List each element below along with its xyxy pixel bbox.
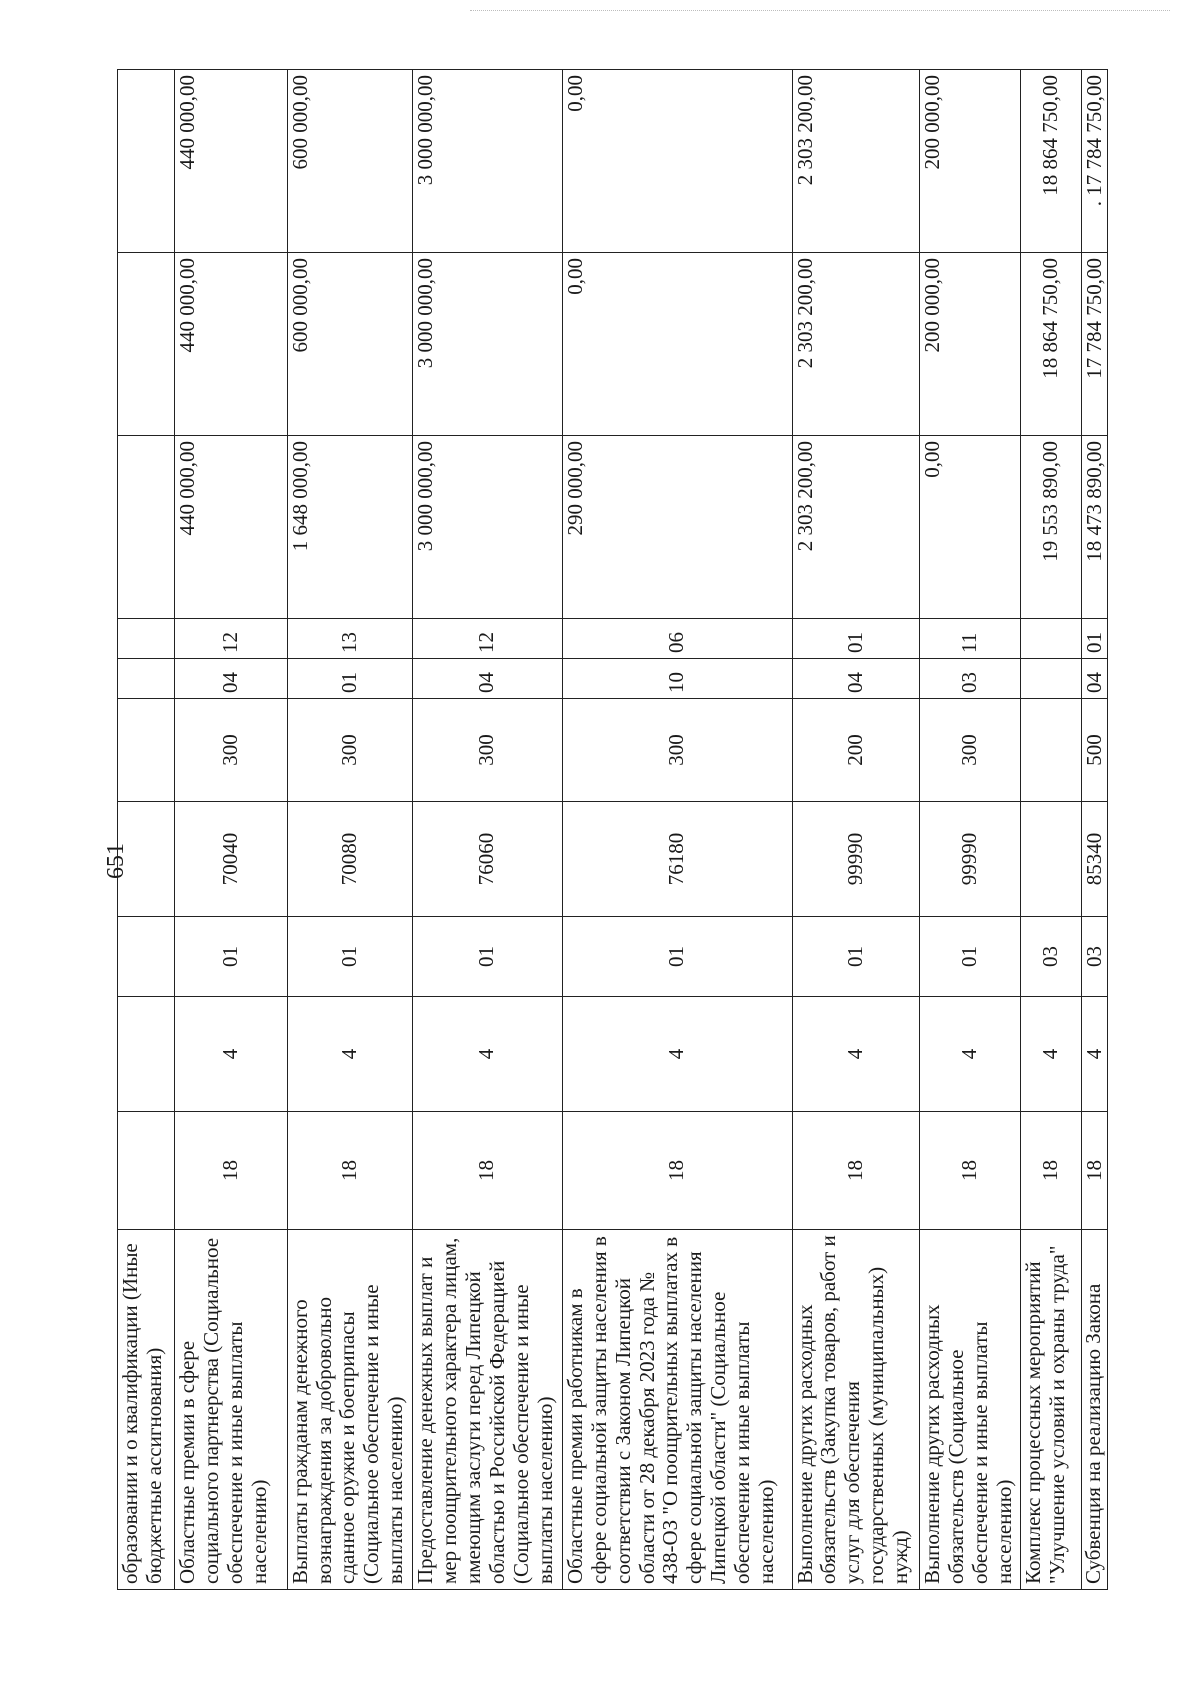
cell-c5: 300 [920,699,1021,802]
cell-name: образовании и о квалификации (Иные бюджетные ассигнования) [118,1230,175,1590]
cell-c2: 4 [412,997,562,1112]
table-row [1021,70,1082,1590]
cell-c1: 18 [792,1112,920,1230]
cell-c5: 500 [1082,699,1108,802]
cell-c4 [1021,802,1082,917]
cell-c3: 01 [287,917,412,997]
cell-c5 [118,699,175,802]
rotated-table-container [117,70,1108,1590]
cell-c1: 18 [287,1112,412,1230]
cell-c6: 01 [287,659,412,699]
cell-c7: 12 [175,619,287,659]
cell-c5: 300 [175,699,287,802]
cell-v2: 2 303 200,00 [792,253,920,436]
cell-v1: 440 000,00 [175,436,287,619]
cell-c4 [118,802,175,917]
cell-c2: 4 [175,997,287,1112]
cell-c6: 10 [562,659,792,699]
cell-c4: 99990 [792,802,920,917]
cell-name: Областные премии работникам в сфере социальной защиты населения в соответствии с Законом Липецкой области от 28 декабря 2023 года № 438-ОЗ "О поощрительных выплатах в сфере социальной защиты населения Липецкой области" (Социальное обеспечение и иные выплаты населению) [562,1230,792,1590]
table-row [920,70,1021,1590]
cell-c6: 04 [792,659,920,699]
page-number: 651 [103,843,129,879]
cell-c3: 01 [562,917,792,997]
cell-v2: 3 000 000,00 [412,253,562,436]
cell-c2: 4 [287,997,412,1112]
cell-c7: 06 [562,619,792,659]
cell-c3 [118,917,175,997]
cell-v2 [118,253,175,436]
cell-name: Выплаты гражданам денежного вознаграждения за добровольно сданное оружие и боеприпасы (Социальное обеспечение и иные выплаты населению) [287,1230,412,1590]
cell-v3: . 17 784 750,00 [1082,70,1108,253]
cell-c6: 03 [920,659,1021,699]
cell-c2: 4 [792,997,920,1112]
cell-name: Предоставление денежных выплат и мер поощрительного характера лицам, имеющим заслуги перед Липецкой областью и Российской Федерацией (Социальное обеспечение и иные выплаты населению) [412,1230,562,1590]
cell-c6: 04 [412,659,562,699]
cell-c5: 300 [412,699,562,802]
cell-v3: 3 000 000,00 [412,70,562,253]
cell-v2: 0,00 [562,253,792,436]
cell-c7: 13 [287,619,412,659]
cell-c4: 76180 [562,802,792,917]
cell-c3: 01 [920,917,1021,997]
cell-c3: 01 [412,917,562,997]
cell-v1: 1 648 000,00 [287,436,412,619]
cell-v1: 2 303 200,00 [792,436,920,619]
cell-c7 [118,619,175,659]
cell-name: Выполнение других расходных обязательств (Закупка товаров, работ и услуг для обеспечения государственных (муниципальных) нужд) [792,1230,920,1590]
cell-name: Комплекс процессных мероприятий "Улучшение условий и охраны труда" [1021,1230,1082,1590]
cell-v1: 3 000 000,00 [412,436,562,619]
cell-v3: 200 000,00 [920,70,1021,253]
cell-v3: 18 864 750,00 [1021,70,1082,253]
cell-c3: 03 [1082,917,1108,997]
cell-v2: 17 784 750,00 [1082,253,1108,436]
cell-v3: 600 000,00 [287,70,412,253]
table-row [562,70,792,1590]
cell-name: Выполнение других расходных обязательств (Социальное обеспечение и иные выплаты населению) [920,1230,1021,1590]
cell-v3: 440 000,00 [175,70,287,253]
cell-v1 [118,436,175,619]
cell-v3: 0,00 [562,70,792,253]
cell-c4: 70080 [287,802,412,917]
cell-c6 [1021,659,1082,699]
cell-c2 [118,997,175,1112]
cell-v1: 0,00 [920,436,1021,619]
cell-c3: 03 [1021,917,1082,997]
cell-c1: 18 [1082,1112,1108,1230]
cell-c6 [118,659,175,699]
table-row [412,70,562,1590]
table-row [175,70,287,1590]
table-row [287,70,412,1590]
table-row [792,70,920,1590]
cell-v3 [118,70,175,253]
cell-v2: 200 000,00 [920,253,1021,436]
cell-v1: 290 000,00 [562,436,792,619]
cell-c1: 18 [920,1112,1021,1230]
cell-v1: 18 473 890,00 [1082,436,1108,619]
cell-c2: 4 [562,997,792,1112]
cell-c1 [118,1112,175,1230]
table-row [1082,70,1108,1590]
cell-c7: 12 [412,619,562,659]
cell-v1: 19 553 890,00 [1021,436,1082,619]
table-row [118,70,175,1590]
cell-c4: 85340 [1082,802,1108,917]
cell-c5: 300 [562,699,792,802]
cell-c6: 04 [175,659,287,699]
cell-c3: 01 [175,917,287,997]
cell-v2: 440 000,00 [175,253,287,436]
cell-c5 [1021,699,1082,802]
cell-c5: 300 [287,699,412,802]
cell-c6: 04 [1082,659,1108,699]
cell-v2: 600 000,00 [287,253,412,436]
cell-v3: 2 303 200,00 [792,70,920,253]
cell-c7 [1021,619,1082,659]
cell-c1: 18 [175,1112,287,1230]
cell-c7: 11 [920,619,1021,659]
cell-c4: 76060 [412,802,562,917]
budget-table [117,69,1108,1590]
cell-c3: 01 [792,917,920,997]
cell-c4: 99990 [920,802,1021,917]
cell-c2: 4 [920,997,1021,1112]
cell-c7: 01 [1082,619,1108,659]
cell-c1: 18 [412,1112,562,1230]
scan-top-edge [470,10,1170,11]
cell-v2: 18 864 750,00 [1021,253,1082,436]
cell-name: Субвенция на реализацию Закона [1082,1230,1108,1590]
cell-c5: 200 [792,699,920,802]
cell-c1: 18 [562,1112,792,1230]
cell-c2: 4 [1082,997,1108,1112]
cell-c7: 01 [792,619,920,659]
cell-c1: 18 [1021,1112,1082,1230]
cell-c4: 70040 [175,802,287,917]
cell-c2: 4 [1021,997,1082,1112]
cell-name: Областные премии в сфере социального партнерства (Социальное обеспечение и иные выплаты населению) [175,1230,287,1590]
